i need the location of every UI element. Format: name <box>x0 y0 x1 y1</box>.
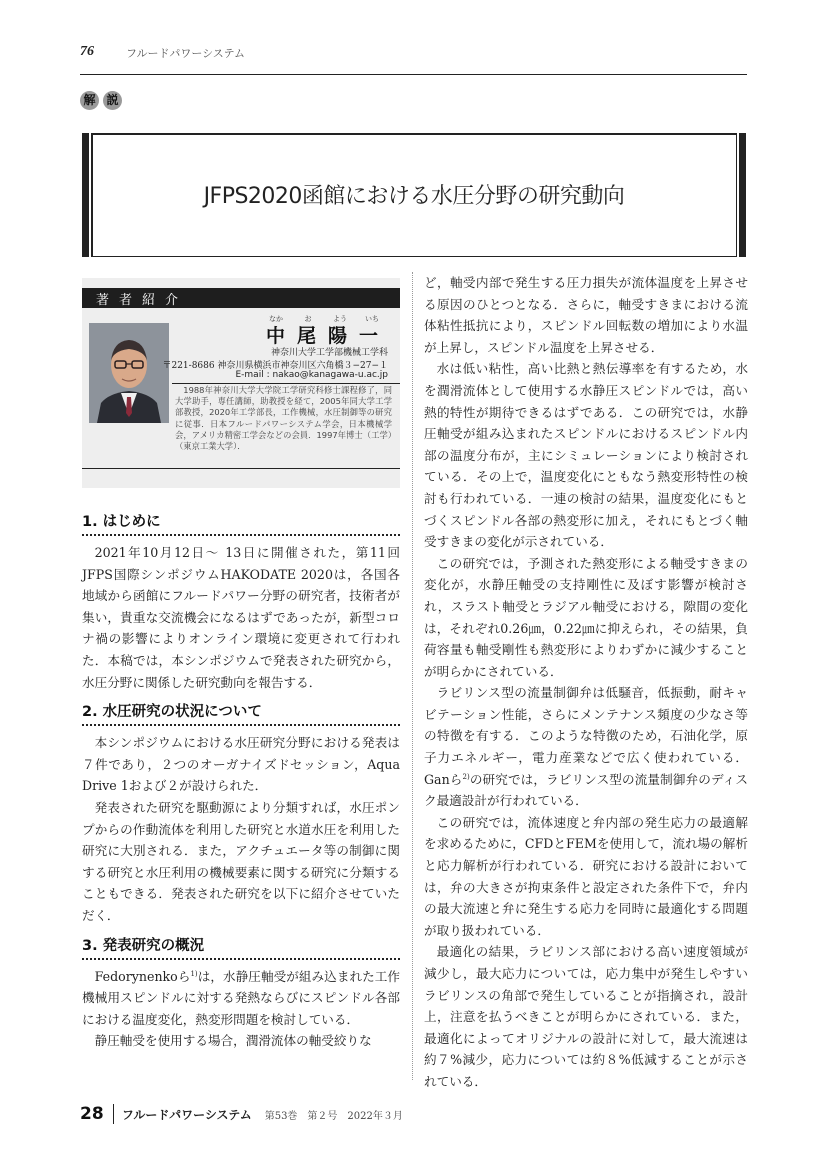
author-box-heading: 著者紹介 <box>96 293 189 308</box>
paragraph-text: は，水静圧軸受が組み込まれた工作機械用スピンドルに対する発熱ならびにスピンドル各部における温度変化，熱変形問題を検討している． <box>82 968 401 1027</box>
paragraph: 水は低い粘性，高い比熱と熱伝導率を有するため，水を潤滑流体として使用する水静圧スピンドルでは，高い熱的特性が期待できるはずである．この研究では，水静圧軸受が組み込まれたスピンドルにおけるスピンドル内部の温度分布が，主にシミュレーションにより検討されている．その上で，温度変化にともなう熱変形特性の検討も行われている．一連の検討の結果，温度変化にもとづくスピンドル各部の熱変形に加え，それにもとづく軸受すきまの変化が示されている． <box>424 361 748 550</box>
category-badge: 説 <box>103 91 122 110</box>
author-address: 〒221-8686 神奈川県横浜市神奈川区六角橋３−27−１ <box>162 361 388 371</box>
paragraph: この研究では，流体速度と弁内部の発生応力の最適解を求めるために，CFDとFEMを使用して，流れ場の解析と応力解析が行われている．研究における設計においては，弁の大きさが拘束条件と設定された条件下で，弁内の最大流速と弁に発生する応力を同時に最適化する問題が取り扱われている． <box>424 814 748 938</box>
section-heading: 1. はじめに <box>82 511 400 536</box>
page-footer <box>80 1102 403 1126</box>
paragraph-text: Fedorynenkoら <box>94 968 191 984</box>
title-frame-line <box>92 256 736 258</box>
paragraph: 静圧軸受を使用する場合，潤滑流体の軸受絞りな <box>94 1033 372 1049</box>
right-column <box>424 272 748 1093</box>
running-head-journal: フルードパワーシステム <box>126 47 246 60</box>
paragraph: ど，軸受内部で発生する圧力損失が流体温度を上昇させる原因のひとつとなる．さらに，軸受すきまにおける流体粘性抵抗により，スピンドル回転数の増加により水温が上昇し，スピンドル温度を上昇させる． <box>424 275 748 355</box>
author-photo <box>89 323 169 423</box>
running-head <box>80 42 747 75</box>
column-divider <box>412 272 413 1080</box>
author-box-divider <box>82 468 400 469</box>
author-email[interactable]: E-mail : nakao@kanagawa-u.ac.jp <box>235 370 388 380</box>
reference-marker: 2) <box>462 772 470 781</box>
author-box-header <box>82 288 400 308</box>
author-portrait-icon <box>89 323 169 423</box>
paragraph: 2021年10月12日～ 13日に開催された，第11回JFPS国際シンポジウムHAKODATE 2020は，各国各地域から函館にフルードパワー分野の研究者，技術者が集い，貴重な交流機会になるはずであったが，新型コロナ禍の影響によりオンライン環境に変更されて行われた．本稿では，本シンポジウムで発表された研究から，水圧分野に関係した研究動向を報告する． <box>82 545 400 690</box>
article-title: JFPS2020函館における水圧分野の研究動向 <box>203 184 625 209</box>
author-box-divider <box>172 383 400 384</box>
ruby-text: よう <box>333 315 347 323</box>
paragraph <box>424 682 748 812</box>
running-head-page-number: 76 <box>80 44 94 59</box>
paragraph: 本シンポジウムにおける水圧研究分野における発表は７件であり，２つのオーガナイズドセッション，Aqua Drive 1および２が設けられた． <box>82 735 400 794</box>
title-frame-line <box>92 133 736 135</box>
ruby-text: なか <box>269 315 283 323</box>
author-affiliation: 神奈川大学工学部機械工学科 <box>270 348 388 358</box>
paragraph <box>82 966 400 1031</box>
paragraph: この研究では，予測された熱変形による軸受すきまの変化が，水静圧軸受の支持剛性に及ぼす影響が検討され，スラスト軸受とラジアル軸受における，隙間の変化は，それぞれ0.26㎛，0.22㎛に抑えられ，その結果，負荷容量も軸受剛性も熱変形によりわずかに減少することが明らかにされている． <box>424 555 748 679</box>
paragraph: 発表された研究を駆動源により分類すれば，水圧ポンプからの作動流体を利用した研究と水道水圧を利用した研究に大別される．また，アクチュエータ等の制御に関する研究と水圧利用の機械要素に関する研究に分類することもできる．発表された研究を以下に紹介させていただく． <box>82 799 400 923</box>
paragraph: 最適化の結果，ラビリンス部における高い速度領域が減少し，最大応力については，応力集中が発生しやすいラビリンスの角部で発生していることが指摘され，設計上，注意を払うべきことが明らかにされている．また，最適化によってオリジナルの設計に対して，最大流速は約７%減少，応力については約８%低減することが示されている． <box>424 944 748 1089</box>
section-heading: 2. 水圧研究の状況について <box>82 701 400 726</box>
reference-marker: 1) <box>190 969 198 978</box>
ruby-text: お <box>304 315 312 323</box>
title-box <box>82 133 746 257</box>
left-column <box>82 509 400 1052</box>
ruby-text: いち <box>365 315 379 323</box>
author-box <box>82 278 400 488</box>
paragraph-text: の研究では，ラビリンス型の流量制御弁のディスク最適設計が行われている． <box>424 771 748 809</box>
footer-journal: フルードパワーシステム <box>121 1107 252 1122</box>
author-bio: 1988年神奈川大学大学院工学研究科修士課程修了，同大学助手，専任講師，助教授を経て，2005年同大学工学部教授，2020年工学部長，工作機械，水圧制御等の研究に従事．日本フルードパワーシステム学会，日本機械学会，アメリカ精密工学会などの会員．1997年博士（工学）（東京工業大学）． <box>175 385 392 452</box>
paragraph-text: ラビリンス型の流量制御弁は低騒音，低振動，耐キャビテーション性能，さらにメンテナンス頻度の少なさ等の特徴を有する．このような特徴のため，石油化学，原子力エネルギー，電力産業などで広く使われている．Ganら <box>424 685 748 787</box>
author-name: 中尾陽一 <box>265 325 390 347</box>
section-heading: 3. 発表研究の概況 <box>82 935 400 960</box>
footer-divider <box>113 1104 114 1124</box>
category-badges <box>80 91 122 110</box>
footer-page-number: 28 <box>80 1104 104 1124</box>
footer-issue-info: 第53巻 第２号 2022年３月 <box>264 1110 403 1122</box>
category-badge: 解 <box>80 91 99 110</box>
